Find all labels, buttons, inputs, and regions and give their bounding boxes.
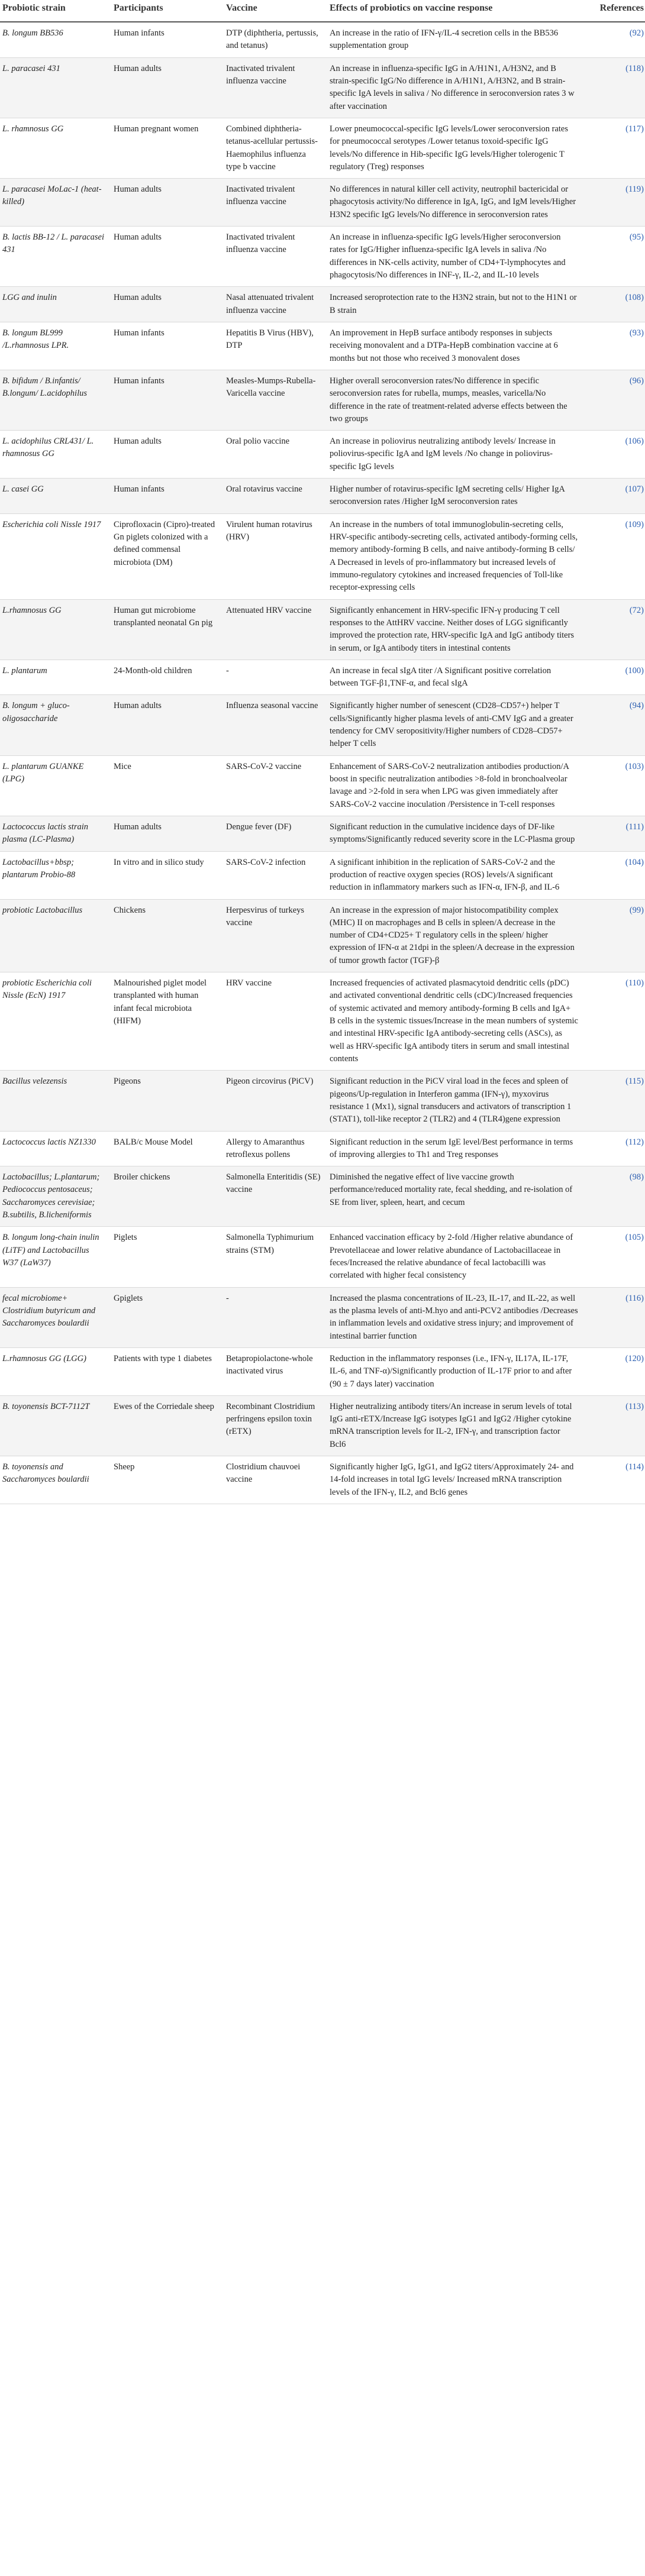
vaccine-cell: Hepatitis B Virus (HBV), DTP: [224, 322, 327, 370]
reference-number[interactable]: (108): [625, 293, 644, 303]
vaccine-cell: HRV vaccine: [224, 972, 327, 1071]
table-row: [0, 118, 645, 178]
reference-link[interactable]: [583, 287, 645, 322]
reference-link[interactable]: [583, 322, 645, 370]
reference-number[interactable]: (118): [625, 63, 644, 73]
reference-number[interactable]: (110): [625, 978, 644, 988]
reference-number[interactable]: (93): [629, 328, 644, 338]
header-references: References: [583, 0, 645, 22]
vaccine-cell: Nasal attenuated trivalent influenza vaccine: [224, 287, 327, 322]
strain-cell: L. rhamnosus GG: [0, 118, 111, 178]
strain-cell: fecal microbiome+ Clostridium butyricum and Saccharomyces boulardii: [0, 1287, 111, 1347]
effects-cell: No differences in natural killer cell activity, neutrophil bactericidal or phagocytosis activity/No difference in IgA, IgG, and IgM levels/Higher H3N2 specific IgG levels/No difference in seroconversion rates: [327, 179, 583, 227]
table-row: [0, 322, 645, 370]
reference-number[interactable]: (96): [629, 376, 644, 386]
effects-cell: Significantly higher IgG, IgG1, and IgG2 titers/Approximately 24- and 14-fold increases in total IgG levels/ Increased mRNA transcription levels of the IFN-γ, IL2, and Bcl6 genes: [327, 1456, 583, 1504]
effects-cell: An increase in influenza-specific IgG levels/Higher seroconversion rates for IgG/Higher influenza-specific IgA levels in saliva /No differences in NK-cells activity, number of CD4+T-lymphocytes and phagocytosis/No differences in INF-γ, IL-2, and IL-10 levels: [327, 227, 583, 287]
vaccine-cell: Clostridium chauvoei vaccine: [224, 1456, 327, 1504]
participants-cell: Human adults: [111, 816, 224, 851]
vaccine-cell: -: [224, 660, 327, 695]
strain-cell: L.rhamnosus GG: [0, 599, 111, 660]
header-row: [0, 0, 645, 22]
effects-cell: Lower pneumococcal-specific IgG levels/Lower seroconversion rates for pneumococcal serotypes /Lower tetanus toxoid-specific IgG levels/No difference in Hib-specific IgG levels/Higher tolerogenic T regulatory (Treg) responses: [327, 118, 583, 178]
reference-link[interactable]: [583, 227, 645, 287]
vaccine-cell: Salmonella Enteritidis (SE) vaccine: [224, 1166, 327, 1227]
vaccine-cell: Oral polio vaccine: [224, 431, 327, 479]
vaccine-cell: Betapropiolactone-whole inactivated virus: [224, 1347, 327, 1395]
reference-number[interactable]: (105): [625, 1233, 644, 1243]
strain-cell: L.rhamnosus GG (LGG): [0, 1347, 111, 1395]
vaccine-cell: Pigeon circovirus (PiCV): [224, 1071, 327, 1131]
reference-link[interactable]: [583, 1287, 645, 1347]
vaccine-cell: Combined diphtheria-tetanus-acellular pertussis-Haemophilus influenza type b vaccine: [224, 118, 327, 178]
strain-cell: B. toyonensis and Saccharomyces boulardii: [0, 1456, 111, 1504]
table-row: [0, 1166, 645, 1227]
participants-cell: Human adults: [111, 227, 224, 287]
reference-number[interactable]: (103): [625, 761, 644, 771]
reference-link[interactable]: [583, 1395, 645, 1456]
table-row: [0, 179, 645, 227]
reference-number[interactable]: (117): [625, 124, 644, 134]
vaccine-cell: Herpesvirus of turkeys vaccine: [224, 899, 327, 972]
participants-cell: Human adults: [111, 57, 224, 118]
participants-cell: Piglets: [111, 1227, 224, 1287]
effects-cell: Enhancement of SARS-CoV-2 neutralization antibodies production/A boost in specific neutralization antibodies >8-fold in bronchoalveolar lavage and >2-fold in sera when LPG was given immediately after SARS-CoV-2 vaccine inoculation /Persistence in T-cell responses: [327, 755, 583, 816]
table-row: [0, 22, 645, 57]
reference-link[interactable]: [583, 513, 645, 599]
effects-cell: Increased the plasma concentrations of IL-23, IL-17, and IL-22, as well as the plasma levels of anti-M.hyo and anti-PCV2 antibodies /Decreases in inflammation levels and oxidative stress injury; and improvement of intestinal barrier function: [327, 1287, 583, 1347]
effects-cell: Significant reduction in the cumulative incidence days of DF-like symptoms/Significantly reduced severity score in the LC-Plasma group: [327, 816, 583, 851]
reference-link[interactable]: [583, 899, 645, 972]
vaccine-cell: SARS-CoV-2 vaccine: [224, 755, 327, 816]
reference-link[interactable]: [583, 1227, 645, 1287]
strain-cell: probiotic Escherichia coli Nissle (EcN) 1917: [0, 972, 111, 1071]
vaccine-cell: -: [224, 1287, 327, 1347]
table-row: [0, 755, 645, 816]
effects-cell: Higher overall seroconversion rates/No difference in specific seroconversion rates for rubella, mumps, measles, varicella/No difference in the rate of treatment-related adverse effects between the two groups: [327, 370, 583, 430]
reference-number[interactable]: (106): [625, 437, 644, 447]
reference-link[interactable]: [583, 1347, 645, 1395]
table-row: [0, 513, 645, 599]
participants-cell: Mice: [111, 755, 224, 816]
vaccine-cell: Dengue fever (DF): [224, 816, 327, 851]
reference-number[interactable]: (115): [625, 1077, 644, 1087]
participants-cell: Human adults: [111, 179, 224, 227]
table-row: [0, 1131, 645, 1166]
reference-link[interactable]: [583, 816, 645, 851]
table-row: [0, 370, 645, 430]
participants-cell: Gpiglets: [111, 1287, 224, 1347]
table-row: [0, 660, 645, 695]
effects-cell: An increase in the ratio of IFN-γ/IL-4 secretion cells in the BB536 supplementation group: [327, 22, 583, 57]
reference-number[interactable]: (98): [629, 1172, 644, 1182]
reference-number[interactable]: (94): [629, 701, 644, 711]
participants-cell: In vitro and in silico study: [111, 851, 224, 899]
effects-cell: An increase in influenza-specific IgG in A/H1N1, A/H3N2, and B strain-specific IgG/No difference in A/H1N1, A/H3N2, and B strain-specific IgA levels in saliva / No difference in seroconversion rates 3 w after vaccination: [327, 57, 583, 118]
table-row: [0, 1347, 645, 1395]
strain-cell: Bacillus velezensis: [0, 1071, 111, 1131]
table-header: [0, 0, 645, 22]
participants-cell: Human gut microbiome transplanted neonatal Gn pig: [111, 599, 224, 660]
effects-cell: A significant inhibition in the replication of SARS-CoV-2 and the production of reactive oxygen species (ROS) levels/A significant reduction in inflammatory markers such as IFN-α, IFN-β, and IL-6: [327, 851, 583, 899]
strain-cell: Lactococcus lactis NZ1330: [0, 1131, 111, 1166]
effects-cell: An increase in poliovirus neutralizing antibody levels/ Increase in poliovirus-specific IgA and IgM levels /No change in poliovirus-specific IgG levels: [327, 431, 583, 479]
table-row: [0, 695, 645, 755]
reference-number[interactable]: (116): [625, 1293, 644, 1303]
effects-cell: Enhanced vaccination efficacy by 2-fold /Higher relative abundance of Prevotellaceae and lower relative abundance of Lactobacillaceae in feces/Increased the relative abundance of fecal lactobacilli was correlated with higher fecal consistency: [327, 1227, 583, 1287]
table-row: [0, 1227, 645, 1287]
strain-cell: Lactobacillus+bbsp; plantarum Probio-88: [0, 851, 111, 899]
table-row: [0, 972, 645, 1071]
table-row: [0, 816, 645, 851]
effects-cell: Significantly higher number of senescent (CD28–CD57+) helper T cells/Significantly higher plasma levels of anti-CMV IgG and a greater tendency for CMV seropositivity/Higher numbers of CD28–CD57+ helper T cells: [327, 695, 583, 755]
vaccine-cell: Inactivated trivalent influenza vaccine: [224, 57, 327, 118]
table-row: [0, 287, 645, 322]
reference-link[interactable]: [583, 1131, 645, 1166]
strain-cell: Lactobacillus; L.plantarum; Pediococcus pentosaceus; Saccharomyces cerevisiae; B.subtilis, B.licheniformis: [0, 1166, 111, 1227]
vaccine-cell: Measles-Mumps-Rubella-Varicella vaccine: [224, 370, 327, 430]
effects-cell: Significant reduction in the PiCV viral load in the feces and spleen of pigeons/Up-regulation in Interferon gamma (IFN-γ), myxovirus resistance 1 (Mx1), signal transducers and activators of transcription 1 (STAT1), toll-like receptor 2 (TLR2) and 4 (TLR4)gene expression: [327, 1071, 583, 1131]
table-row: [0, 1395, 645, 1456]
reference-number[interactable]: (119): [625, 185, 644, 195]
reference-link[interactable]: [583, 370, 645, 430]
reference-number[interactable]: (107): [625, 484, 644, 494]
participants-cell: Human infants: [111, 479, 224, 514]
reference-number[interactable]: (99): [629, 905, 644, 915]
table-body: [0, 22, 645, 1504]
strain-cell: B. longum BB536: [0, 22, 111, 57]
table-row: [0, 1456, 645, 1504]
reference-link[interactable]: [583, 599, 645, 660]
strain-cell: L. casei GG: [0, 479, 111, 514]
vaccine-cell: Salmonella Typhimurium strains (STM): [224, 1227, 327, 1287]
effects-cell: Significant reduction in the serum IgE level/Best performance in terms of improving allergies to Th1 and Treg responses: [327, 1131, 583, 1166]
vaccine-cell: Inactivated trivalent influenza vaccine: [224, 227, 327, 287]
effects-cell: An increase in fecal sIgA titer /A Significant positive correlation between TGF-β1,TNF-α, and fecal sIgA: [327, 660, 583, 695]
reference-link[interactable]: [583, 1456, 645, 1504]
table-row: [0, 599, 645, 660]
strain-cell: B. lactis BB-12 / L. paracasei 431: [0, 227, 111, 287]
strain-cell: Lactococcus lactis strain plasma (LC-Plasma): [0, 816, 111, 851]
strain-cell: LGG and inulin: [0, 287, 111, 322]
reference-number[interactable]: (114): [625, 1462, 644, 1472]
participants-cell: Human adults: [111, 695, 224, 755]
strain-cell: B. toyonensis BCT-7112T: [0, 1395, 111, 1456]
strain-cell: L. acidophilus CRL431/ L. rhamnosus GG: [0, 431, 111, 479]
reference-number[interactable]: (72): [629, 605, 644, 615]
strain-cell: Escherichia coli Nissle 1917: [0, 513, 111, 599]
strain-cell: B. bifidum / B.infantis/ B.longum/ L.acidophilus: [0, 370, 111, 430]
table-row: [0, 227, 645, 287]
effects-cell: Diminished the negative effect of live vaccine growth performance/reduced mortality rate, fecal shedding, and re-isolation of SE from liver, spleen, heart, and cecum: [327, 1166, 583, 1227]
participants-cell: Human infants: [111, 322, 224, 370]
reference-number[interactable]: (109): [625, 519, 644, 529]
effects-cell: Reduction in the inflammatory responses (i.e., IFN-γ, IL17A, IL-17F, IL-6, and TNF-α)/Significantly production of IL-17F prior to and after (90 ± 7 days later) vaccination: [327, 1347, 583, 1395]
reference-number[interactable]: (100): [625, 665, 644, 675]
reference-link[interactable]: [583, 972, 645, 1071]
strain-cell: L. plantarum GUANKE (LPG): [0, 755, 111, 816]
header-vaccine: Vaccine: [224, 0, 327, 22]
reference-link[interactable]: [583, 179, 645, 227]
table-row: [0, 57, 645, 118]
strain-cell: B. longum + gluco-oligosaccharide: [0, 695, 111, 755]
strain-cell: L. paracasei 431: [0, 57, 111, 118]
reference-link[interactable]: [583, 1071, 645, 1131]
participants-cell: Sheep: [111, 1456, 224, 1504]
participants-cell: Human adults: [111, 431, 224, 479]
participants-cell: Chickens: [111, 899, 224, 972]
reference-number[interactable]: (104): [625, 857, 644, 867]
strain-cell: probiotic Lactobacillus: [0, 899, 111, 972]
effects-cell: Higher number of rotavirus-specific IgM secreting cells/ Higher IgA seroconversion rates /Higher IgM seroconversion rates: [327, 479, 583, 514]
table-row: [0, 1287, 645, 1347]
effects-cell: Increased frequencies of activated plasmacytoid dendritic cells (pDC) and activated conventional dendritic cells (cDC)/Increased frequencies of systemic activated and memory antibody-forming B cells and IgA+ B cells in the systemic tissues/Increase in the mean numbers of systemic and intestinal HRV-specific IgA antibody-secreting cells (ASCs), as well as HRV-specific IgA antibody titers in serum and small intestinal contents: [327, 972, 583, 1071]
participants-cell: Broiler chickens: [111, 1166, 224, 1227]
reference-number[interactable]: (95): [629, 232, 644, 243]
header-participants: Participants: [111, 0, 224, 22]
effects-cell: Significantly enhancement in HRV-specific IFN-γ producing T cell responses to the AttHRV vaccine. Neither doses of LGG significantly improved the protection rate, HRV-specific IgA and IgG antibody titers in serum, or IgA antibody titers in intestinal contents: [327, 599, 583, 660]
table-row: [0, 851, 645, 899]
vaccine-cell: Recombinant Clostridium perfringens epsilon toxin (rETX): [224, 1395, 327, 1456]
header-strain: Probiotic strain: [0, 0, 111, 22]
vaccine-cell: Allergy to Amaranthus retroflexus pollens: [224, 1131, 327, 1166]
vaccine-cell: Influenza seasonal vaccine: [224, 695, 327, 755]
strain-cell: L. plantarum: [0, 660, 111, 695]
effects-cell: An improvement in HepB surface antibody responses in subjects receiving monovalent and a DTPa-HepB combination vaccine at 6 months but not those who received 3 monovalent doses: [327, 322, 583, 370]
participants-cell: BALB/c Mouse Model: [111, 1131, 224, 1166]
participants-cell: Patients with type 1 diabetes: [111, 1347, 224, 1395]
reference-number[interactable]: (112): [625, 1137, 644, 1147]
vaccine-cell: DTP (diphtheria, pertussis, and tetanus): [224, 22, 327, 57]
effects-cell: An increase in the numbers of total immunoglobulin-secreting cells, HRV-specific antibody-secreting cells, activated antibody-forming cells, memory antibody-forming B cells, and naive antibody-forming B cells/ A Decreased in levels of pro-inflammatory but increased levels of immuno-regulatory cytokines and increased frequencies of Toll-like receptor-expressing cells: [327, 513, 583, 599]
reference-number[interactable]: (120): [625, 1353, 644, 1363]
participants-cell: Human pregnant women: [111, 118, 224, 178]
vaccine-cell: Oral rotavirus vaccine: [224, 479, 327, 514]
table-row: [0, 1071, 645, 1131]
reference-link[interactable]: [583, 22, 645, 57]
vaccine-cell: SARS-CoV-2 infection: [224, 851, 327, 899]
vaccine-cell: Attenuated HRV vaccine: [224, 599, 327, 660]
reference-link[interactable]: [583, 695, 645, 755]
reference-link[interactable]: [583, 479, 645, 514]
reference-number[interactable]: (113): [625, 1401, 644, 1411]
strain-cell: B. longum long-chain inulin (LiTF) and Lactobacillus W37 (LaW37): [0, 1227, 111, 1287]
participants-cell: 24-Month-old children: [111, 660, 224, 695]
reference-link[interactable]: [583, 660, 645, 695]
vaccine-cell: Inactivated trivalent influenza vaccine: [224, 179, 327, 227]
reference-link[interactable]: [583, 755, 645, 816]
participants-cell: Pigeons: [111, 1071, 224, 1131]
participants-cell: Ewes of the Corriedale sheep: [111, 1395, 224, 1456]
table-row: [0, 899, 645, 972]
participants-cell: Malnourished piglet model transplanted with human infant fecal microbiota (HIFM): [111, 972, 224, 1071]
reference-link[interactable]: [583, 118, 645, 178]
reference-link[interactable]: [583, 851, 645, 899]
reference-link[interactable]: [583, 1166, 645, 1227]
header-effects: Effects of probiotics on vaccine response: [327, 0, 583, 22]
participants-cell: Human infants: [111, 370, 224, 430]
participants-cell: Ciprofloxacin (Cipro)-treated Gn piglets colonized with a defined commensal microbiota (DM): [111, 513, 224, 599]
participants-cell: Human adults: [111, 287, 224, 322]
reference-number[interactable]: (92): [629, 28, 644, 38]
strain-cell: B. longum BL999 /L.rhamnosus LPR.: [0, 322, 111, 370]
reference-number[interactable]: (111): [625, 822, 644, 832]
strain-cell: L. paracasei MoLac-1 (heat-killed): [0, 179, 111, 227]
table-row: [0, 431, 645, 479]
vaccine-cell: Virulent human rotavirus (HRV): [224, 513, 327, 599]
participants-cell: Human infants: [111, 22, 224, 57]
effects-cell: Increased seroprotection rate to the H3N2 strain, but not to the H1N1 or B strain: [327, 287, 583, 322]
effects-cell: Higher neutralizing antibody titers/An increase in serum levels of total IgG anti-rETX/Increase IgG isotypes IgG1 and IgG2 /Higher cytokine mRNA transcription levels for IL-2, IFN-γ, and transcription factor Bcl6: [327, 1395, 583, 1456]
reference-link[interactable]: [583, 431, 645, 479]
effects-cell: An increase in the expression of major histocompatibility complex (MHC) II on macrophages and B cells in spleen/A decrease in the number of CD4+CD25+ T regulatory cells in the spleen/ higher expression of IFN-α at 21dpi in the spleen/A decrease in the expression of tumor growth factor (TGF)-β: [327, 899, 583, 972]
table-row: [0, 479, 645, 514]
reference-link[interactable]: [583, 57, 645, 118]
